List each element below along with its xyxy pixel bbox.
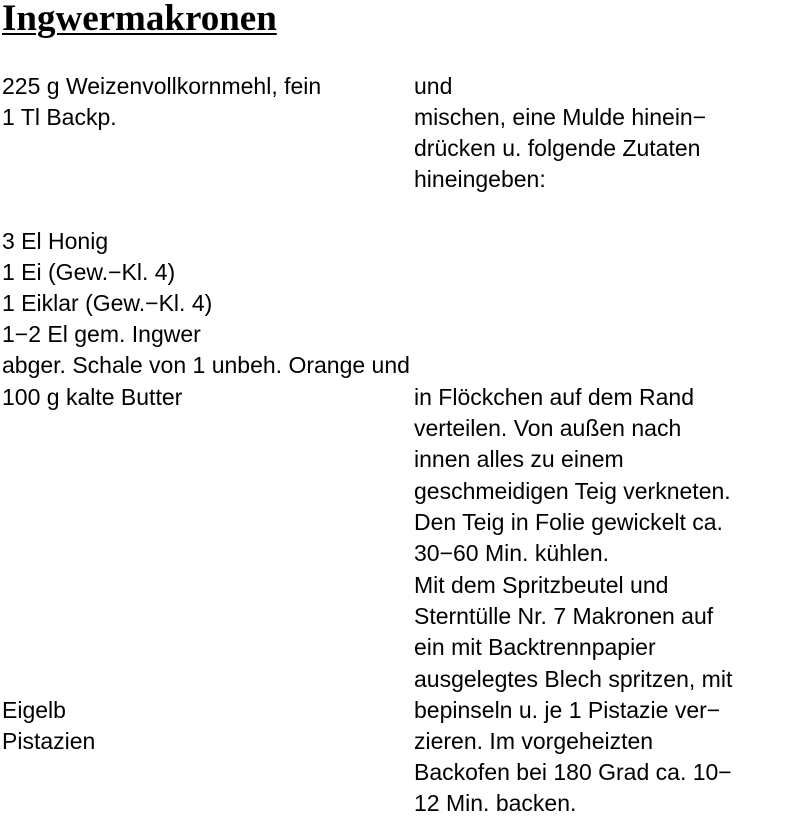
instruction-line: in Flöckchen auf dem Rand [414, 384, 694, 410]
ingredient-line: 1−2 El gem. Ingwer [2, 321, 201, 347]
instruction-line: ein mit Backtrennpapier [414, 634, 656, 660]
ingredient-line: 100 g kalte Butter [2, 384, 183, 410]
instruction-line: Mit dem Spritzbeutel und [414, 572, 669, 598]
instruction-line: und [414, 73, 453, 99]
instruction-line: innen alles zu einem [414, 446, 624, 472]
instruction-line: geschmeidigen Teig verkneten. [414, 478, 731, 504]
ingredient-line: 1 Eiklar (Gew.−Kl. 4) [2, 290, 213, 316]
instruction-line: Sterntülle Nr. 7 Makronen auf [414, 603, 714, 629]
instruction-line: 12 Min. backen. [414, 790, 577, 816]
instruction-line: drücken u. folgende Zutaten [414, 135, 701, 161]
instruction-line: verteilen. Von außen nach [414, 415, 682, 441]
ingredient-line: abger. Schale von 1 unbeh. Orange und [2, 352, 410, 378]
ingredient-line: Eigelb [2, 697, 66, 723]
instruction-line: ausgelegtes Blech spritzen, mit [414, 666, 733, 692]
instruction-line: Backofen bei 180 Grad ca. 10− [414, 759, 732, 785]
ingredient-line: Pistazien [2, 728, 96, 754]
instruction-line: zieren. Im vorgeheizten [414, 728, 654, 754]
instruction-line: Den Teig in Folie gewickelt ca. [414, 509, 723, 535]
instruction-line: 30−60 Min. kühlen. [414, 540, 609, 566]
ingredient-line: 225 g Weizenvollkornmehl, fein [2, 73, 322, 99]
instruction-line: mischen, eine Mulde hinein− [414, 104, 707, 130]
instruction-line: hineingeben: [414, 166, 546, 192]
instruction-line: bepinseln u. je 1 Pistazie ver− [414, 697, 721, 723]
recipe-title: Ingwermakronen [2, 0, 277, 39]
ingredient-line: 1 Ei (Gew.−Kl. 4) [2, 259, 176, 285]
ingredient-line: 1 Tl Backp. [2, 104, 117, 130]
ingredient-line: 3 El Honig [2, 228, 109, 254]
